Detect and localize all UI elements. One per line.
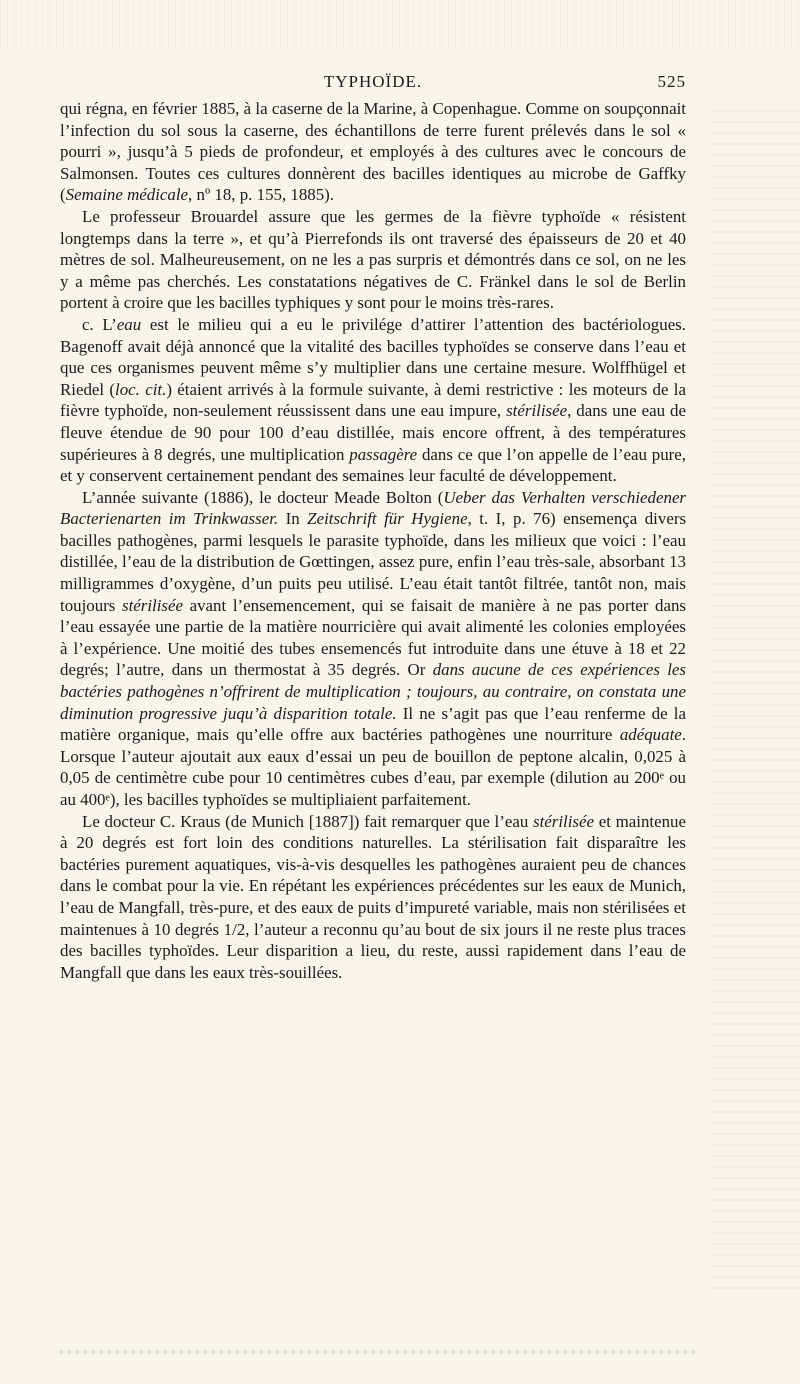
- text-run: Le docteur C. Kraus (de Munich [1887]) fait remarquer que l’eau: [82, 811, 534, 831]
- paragraph: [60, 487, 686, 811]
- text-run: ) étaient arrivés à la formule suivante, à demi restrictive : les moteurs de la fièvre typhoïde, non-seulement réussissent dans une eau impure,: [60, 379, 686, 421]
- page-number: 525: [657, 72, 686, 91]
- text-run: Le professeur Brouardel assure que les germes de la fièvre typhoïde « résistent longtemps dans la terre », et qu’à Pierrefonds ils ont traversé des épaisseurs de 20 et 40 mètres de sol. Malheureusement, on ne les a pas surpris et démontrés dans ce sol, on ne les y a même pas cherchés. Les constatations négatives de C. Fränkel dans le sol de Berlin portent à croire que les bacilles typhiques y sont pour le moins très-rares.: [60, 206, 686, 313]
- italic-text: stérilisée: [533, 811, 594, 831]
- italic-text: dans aucune de ces expériences les bactéries pathogènes n’offrirent de multiplication ; toujours, au contraire, on constata une diminution progressive juqu’à disparition totale.: [60, 660, 686, 723]
- italic-text: Zeitschrift für Hygiene: [307, 509, 468, 529]
- italic-text: loc. cit.: [115, 379, 167, 399]
- text-run: L’année suivante (1886), le docteur Meade Bolton (: [82, 487, 444, 507]
- page: [60, 72, 686, 983]
- text-run: est le milieu qui a eu le privilége d’attirer l’attention des bactériologues. Bagenoff avait déjà annoncé que la vitalité des bacilles typhoïdes se conserve dans l’eau et que ces organismes peuvent même s’y multiplier dans une certaine mesure. Wolffhügel et Riedel (: [60, 314, 686, 399]
- running-title: TYPHOÏDE.: [323, 72, 423, 91]
- scan-noise-margin: [710, 110, 800, 1290]
- paragraph: [60, 811, 686, 984]
- paragraph: [60, 314, 686, 487]
- body-text: [60, 98, 686, 983]
- text-run: . Lorsque l’auteur ajoutait aux eaux d’essai un peu de bouillon de peptone alcalin, 0,025 à 0,05 de centimètre cube pour 10 centimètres cubes d’eau, par exemple (dilution au 200ᵉ ou au 400ᵉ), les bacilles typhoïdes se multipliaient parfaitement.: [60, 725, 686, 809]
- text-run: qui régna, en février 1885, à la caserne de la Marine, à Copenhague. Comme on soupçonnait l’infection du sol sous la caserne, des échantillons de terre furent prélevés dans le sol « pourri », jusqu’à 5 pieds de profondeur, et employés à des cultures avec le concours de Salmonsen. Toutes ces cultures donnèrent des bacilles identiques au microbe de Gaffky (: [60, 99, 686, 205]
- text-run: , nº 18, p. 155, 1885).: [188, 185, 335, 205]
- text-run: , t. I, p. 76) ensemença divers bacilles pathogènes, parmi lesquels le parasite typhoïde, dans les milieux que voici : l’eau distillée, l’eau de la distribution de Gœttingen, assez pure, enfin l’eau très-sale, absorbant 13 milligrammes d’oxygène, d’un puits peu utilisé. L’eau était tantôt filtrée, tantôt non, mais toujours: [60, 509, 687, 615]
- italic-text: stérilisée: [506, 401, 568, 421]
- scan-noise-top: [0, 0, 800, 50]
- italic-text: eau: [116, 314, 142, 334]
- scan-noise-bottom: [60, 1350, 700, 1354]
- text-run: dans ce que l’on appelle de l’eau pure, et y conservent certainement pendant des semaines leur faculté de développement.: [60, 444, 686, 486]
- italic-text: Semaine médicale: [65, 185, 189, 205]
- text-run: , dans une eau de fleuve étendue de 90 pour 100 d’eau distillée, mais encore offrent, à des températures supérieures à 8 degrés, une multiplication: [60, 401, 686, 464]
- italic-text: Ueber das Verhalten verschiedener Bacterienarten im Trinkwasser.: [60, 487, 687, 529]
- text-run: In: [278, 509, 308, 529]
- paragraph: [60, 98, 686, 206]
- text-run: Il ne s’agit pas que l’eau renferme de la matière organique, mais qu’elle offre aux bactéries pathogènes une nourriture: [60, 703, 686, 745]
- running-header: [60, 72, 686, 98]
- paragraph: [60, 206, 686, 314]
- italic-text: stérilisée: [122, 595, 183, 615]
- italic-text: passagère: [349, 444, 418, 464]
- text-run: c. L’: [82, 314, 117, 334]
- text-run: avant l’ensemencement, qui se faisait de manière à ne pas porter dans l’eau essayée une partie de la matière nourricière qui avait alimenté les colonies employées à l’expérience. Une moitié des tubes ensemencés fut introduite dans une étuve à 18 et 22 degrés; l’autre, dans un thermostat à 35 degrés. Or: [60, 595, 686, 680]
- text-run: et maintenue à 20 degrés est fort loin des conditions naturelles. La stérilisation fait disparaître les bactéries purement aquatiques, vis-à-vis desquelles les pathogènes auraient peu de chances dans le combat pour la vie. En répétant les expériences précédentes sur les eaux de Munich, l’eau de Mangfall, très-pure, et des eaux de puits d’impureté variable, mais non stérilisées et maintenues à 10 degrés 1/2, l’auteur a reconnu qu’au bout de six jours il ne reste plus traces des bacilles typhoïdes. Leur disparition a lieu, du reste, aussi rapidement dans l’eau de Mangfall que dans les eaux très-souillées.: [60, 811, 686, 982]
- italic-text: adéquate: [619, 725, 682, 745]
